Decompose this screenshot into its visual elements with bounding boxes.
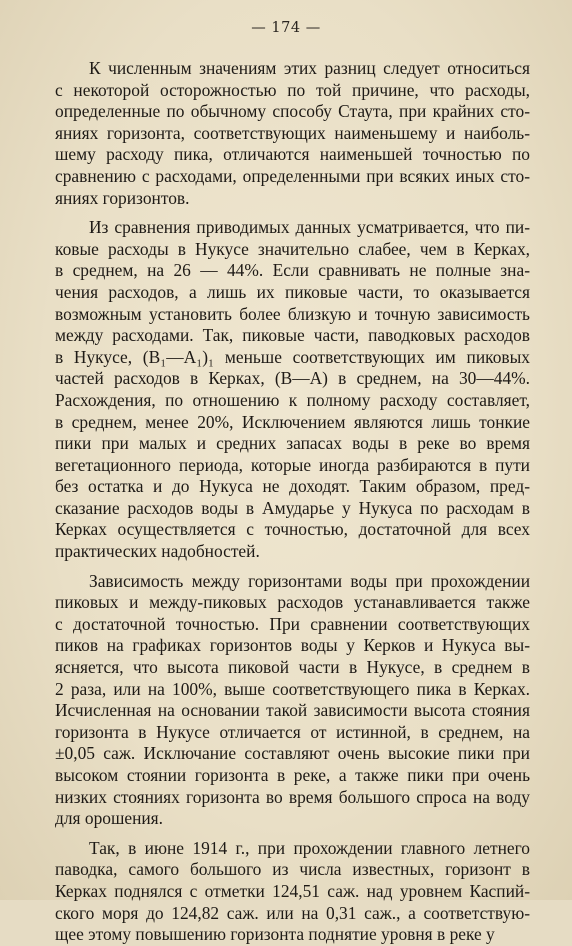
paragraph (55, 838, 530, 946)
text-line: в Нукусе, (B₁—A₁)₁ меньше соответствующих им пиковых (55, 346, 530, 367)
text-line: чения расходов, а лишь их пиковые части, то оказывается (55, 281, 530, 302)
text-line: пиков на графиках горизонтов воды у Керков и Нукуса вы- (55, 635, 530, 656)
text-line: практических надобностей. (55, 541, 260, 562)
text-line: высоком стоянии горизонта в реке, а также пики при очень (55, 765, 530, 785)
text-line: пики при малых и средних запасах воды в реке во время (55, 433, 530, 454)
text-line: Так, в июне 1914 г., при прохождении главного летнего (89, 837, 530, 858)
text-line: вегетационного периода, которые иногда разбираются в пути (55, 454, 530, 475)
text-line: ±0,05 саж. Исключание составляют очень высокие пики при (55, 743, 530, 764)
text-line: с достаточной точностью. При сравнении соответствующих (55, 613, 530, 634)
text-line: К численным значениям этих разниц следует относиться (89, 58, 530, 78)
text-line: между расходами. Так, пиковые части, паводковых расходов (55, 325, 530, 346)
text-line: Исчисленная на основании такой зависимости высота стояния (55, 700, 530, 721)
text-line: сравнению с расходами, определенными при всяких иных сто- (55, 165, 530, 186)
text-line: Зависимость между горизонтами воды при прохождении (89, 570, 530, 591)
text-line: определенные по обычному способу Стаута, при крайних сто- (55, 101, 530, 122)
text-line: частей расходов в Керках, (B—A) в среднем, на 30—44%. (55, 368, 530, 389)
text-line: 2 раза, или на 100%, выше соответствующего пика в Керках. (55, 678, 530, 699)
text-line: шему расходу пика, отличаются наименьшей точностью по (55, 144, 530, 165)
text-line: ясняется, что высота пиковой части в Нукусе, в среднем в (55, 657, 530, 678)
text-line: в среднем, на 26 — 44%. Если сравнивать не полные зна- (55, 260, 530, 281)
text-line: низких стояниях горизонта во время большого спроса на воду (55, 786, 530, 807)
text-line: паводка, самого большого из числа известных, горизонт в (55, 859, 530, 880)
text-line: щее этому повышению горизонта поднятие уровня в реке у (55, 924, 495, 945)
text-line: возможным установить более близкую и точную зависимость (55, 303, 530, 324)
text-line: яниях горизонта, соответствующих наименьшему и наиболь- (55, 122, 530, 143)
text-line: Керках осуществляется с точностью, достаточной для всех (55, 519, 530, 540)
text-line: в среднем, менее 20%, Исключением являются лишь тонкие (55, 411, 530, 432)
text-line: без остатка и до Нукуса не доходят. Таким образом, пред- (55, 476, 530, 497)
page-number: — 174 — (251, 20, 321, 36)
paragraph (55, 217, 530, 563)
text-line: ковые расходы в Нукусе значительно слабее, чем в Керках, (55, 238, 530, 259)
text-line: Из сравнения приводимых данных усматривается, что пи- (89, 217, 530, 238)
text-line: ского моря до 124,82 саж. или на 0,31 саж., а соответствую- (55, 902, 530, 923)
text-line: пиковых и между-пиковых расходов устанавливается также (55, 592, 530, 613)
text-line: сказание расходов воды в Амударье у Нукуса по расходам в (55, 497, 530, 518)
body-text (55, 58, 530, 946)
text-line: для орошения. (55, 808, 164, 829)
text-line: Расхождения, по отношению к полному расходу составляет, (55, 389, 530, 410)
text-line: яниях горизонтов. (55, 187, 190, 208)
text-line: Керках поднялся с отметки 124,51 саж. над уровнем Каспий- (55, 880, 530, 901)
paragraph (55, 58, 530, 209)
text-line: с некоторой осторожностью по той причине, что расходы, (55, 79, 530, 100)
paragraph (55, 571, 530, 830)
text-line: горизонта в Нукусе отличается от истинной, в среднем, на (55, 721, 530, 742)
